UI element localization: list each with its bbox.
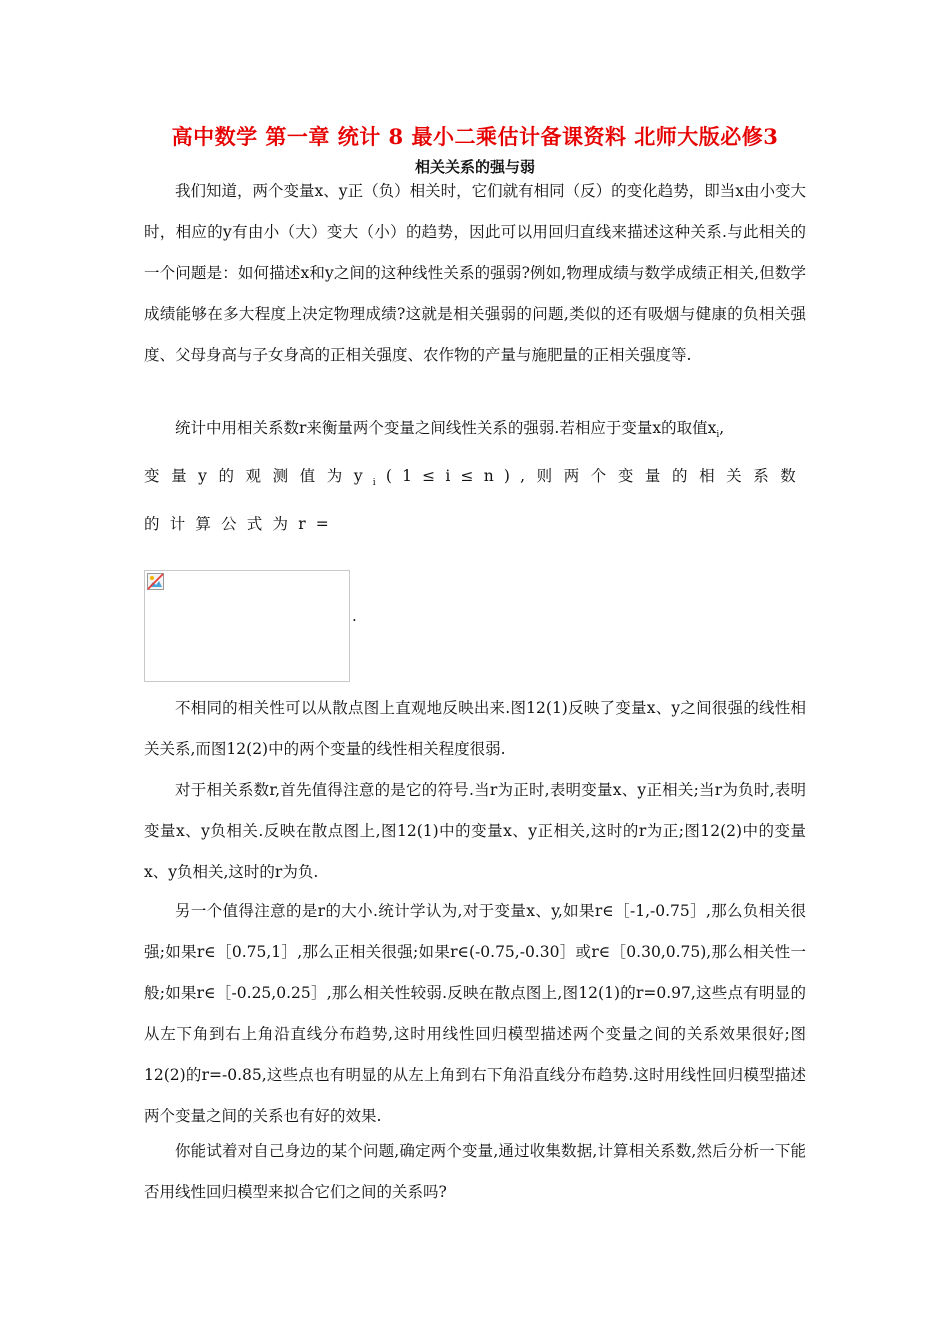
formula-end-period: . bbox=[352, 607, 357, 625]
paragraph-intro: 我们知道，两个变量x、y正（负）相关时，它们就有相同（反）的变化趋势，即当x由小变大时，相应的y有由小（大）变大（小）的趋势，因此可以用回归直线来描述这种关系.与此相关的一个问题是：如何描述x和y之间的这种线性关系的强弱?例如,物理成绩与数学成绩正相关,但数学成绩能够在多大程度上决定物理成绩?这就是相关强弱的问题,类似的还有吸烟与健康的负相关强度、父母身高与子女身高的正相关强度、农作物的产量与施肥量的正相关强度等. bbox=[144, 182, 806, 364]
p2-text-c-inner: 变量y的观测值为y bbox=[144, 467, 373, 486]
section-subtitle: 相关关系的强与弱 bbox=[414, 158, 535, 176]
paragraph-sign: 对于相关系数r,首先值得注意的是它的符号.当r为正时,表明变量x、y正相关;当r为负时,表明变量x、y负相关.反映在散点图上,图12(1)中的变量x、y正相关,这时的r为正;图12(2)中的变量x、y负相关,这时的r为负. bbox=[144, 781, 806, 881]
paragraph-magnitude: 另一个值得注意的是r的大小.统计学认为,对于变量x、y,如果r∈［-1,-0.75］,那么负相关很强;如果r∈［0.75,1］,那么正相关很强;如果r∈(-0.75,-0.30］或r∈［0.30,0.75),那么相关性一般;如果r∈［-0.25,0.25］,那么相关性较弱.反映在散点图上,图12(1)的r=0.97,这些点有明显的从左下角到右上角沿直线分布趋势,这时用线性回归模型描述两个变量之间的关系效果很好;图12(2)的r=-0.85,这些点也有明显的从左上角到右下角沿直线分布趋势.这时用线性回归模型描述两个变量之间的关系也有好的效果. bbox=[144, 902, 806, 1125]
broken-image-icon bbox=[147, 573, 164, 590]
paragraph-correlation-coefficient bbox=[144, 408, 806, 545]
p2-subscript-i: i bbox=[716, 430, 720, 441]
paragraph-exercise: 你能试着对自己身边的某个问题,确定两个变量,通过收集数据,计算相关系数,然后分析一下能否用线性回归模型来拟合它们之间的关系吗? bbox=[144, 1142, 806, 1201]
p2-text-a: 统计中用相关系数r来衡量两个变量之间线性关系的强弱.若相应于变量x的取值x bbox=[175, 419, 717, 437]
p2-text-b: , bbox=[719, 419, 725, 437]
p2-text-c bbox=[144, 467, 806, 533]
p2-text-d: (1≤i≤n),则两个变量的相关系数的计算公式为r= bbox=[144, 467, 806, 534]
p2-subscript-i-2: i bbox=[372, 478, 386, 489]
paragraph-scatter: 不相同的相关性可以从散点图上直观地反映出来.图12(1)反映了变量x、y之间很强的线性相关关系,而图12(2)中的两个变量的线性相关程度很弱. bbox=[144, 699, 806, 758]
document-title: 高中数学 第一章 统计 8 最小二乘估计备课资料 北师大版必修3 bbox=[171, 124, 779, 149]
formula-image-placeholder bbox=[144, 570, 350, 682]
